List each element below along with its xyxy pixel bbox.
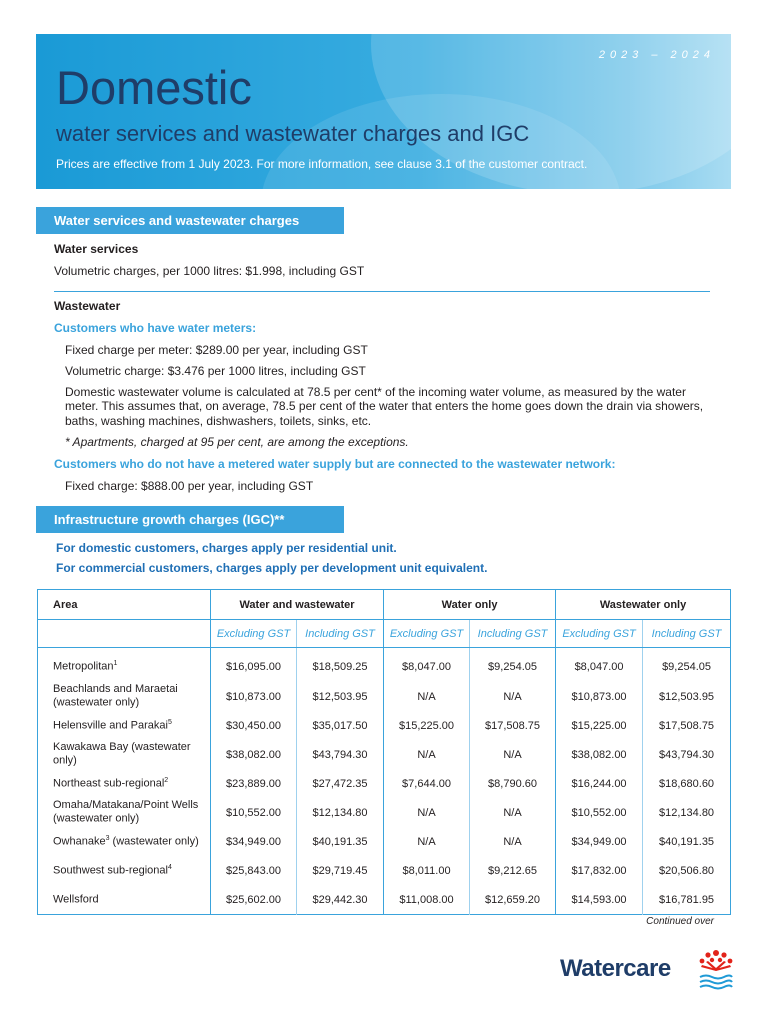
area-name: Kawakawa Bay (wastewater only) (53, 740, 191, 767)
cell-water-only-incl: N/A (470, 827, 556, 856)
cell-water-wastewater-incl: $29,442.30 (297, 885, 384, 915)
metered-customers-heading: Customers who have water meters: (54, 321, 257, 335)
watercare-logo (560, 945, 735, 995)
water-volumetric-charge: Volumetric charges, per 1000 litres: $1.998, including GST (54, 264, 365, 278)
table-row (38, 856, 731, 885)
header-wastewater-only: Wastewater only (556, 590, 731, 620)
cell-water-wastewater-incl: $12,134.80 (297, 798, 384, 827)
subheader-excl-gst: Excluding GST (211, 620, 297, 648)
igc-commercial-note: For commercial customers, charges apply per development unit equivalent. (56, 561, 488, 575)
cell-water-wastewater-excl: $25,602.00 (211, 885, 297, 915)
area-name: Helensville and Parakai$^5$ (53, 718, 172, 732)
header-water-and-wastewater: Water and wastewater (211, 590, 384, 620)
cell-wastewater-only-excl: $14,593.00 (556, 885, 643, 915)
area-name: Omaha/Matakana/Point Wells (wastewater only) (53, 798, 199, 825)
cell-water-only-excl: $11,008.00 (384, 885, 470, 915)
cell-water-wastewater-incl: $18,509.25 (297, 648, 384, 683)
table-row (38, 798, 731, 827)
cell-water-only-incl: $8,790.60 (470, 769, 556, 798)
continued-over-note: Continued over (646, 916, 714, 927)
cell-water-wastewater-incl: $43,794.30 (297, 740, 384, 769)
subheader-incl-gst: Including GST (470, 620, 556, 648)
cell-water-only-excl: $8,011.00 (384, 856, 470, 885)
cell-water-only-incl: $17,508.75 (470, 711, 556, 740)
cell-wastewater-only-excl: $16,244.00 (556, 769, 643, 798)
area-name: Southwest sub-regional$^4$ (53, 863, 172, 877)
cell-water-wastewater-excl: $23,889.00 (211, 769, 297, 798)
water-services-title: Water services (54, 242, 139, 256)
wastewater-title: Wastewater (54, 299, 121, 313)
effective-date-note: Prices are effective from 1 July 2023. For more information, see clause 3.1 of the customer contract. (56, 157, 588, 171)
header-banner (36, 34, 731, 189)
pohutukawa-logo-icon (696, 947, 736, 993)
cell-wastewater-only-excl: $17,832.00 (556, 856, 643, 885)
cell-water-only-excl: N/A (384, 798, 470, 827)
table-row (38, 648, 731, 683)
subheader-excl-gst: Excluding GST (384, 620, 470, 648)
section-heading-igc: Infrastructure growth charges (IGC)** (36, 506, 344, 533)
cell-water-wastewater-excl: $25,843.00 (211, 856, 297, 885)
cell-water-only-incl: N/A (470, 740, 556, 769)
cell-water-wastewater-incl: $12,503.95 (297, 682, 384, 711)
cell-water-only-incl: N/A (470, 682, 556, 711)
table-row (38, 740, 731, 769)
cell-wastewater-only-incl: $20,506.80 (643, 856, 731, 885)
igc-domestic-note: For domestic customers, charges apply per residential unit. (56, 541, 397, 555)
cell-water-only-excl: $8,047.00 (384, 648, 470, 683)
table-row (38, 711, 731, 740)
subheader-incl-gst: Including GST (643, 620, 731, 648)
divider (54, 291, 710, 292)
cell-water-wastewater-excl: $34,949.00 (211, 827, 297, 856)
cell-water-wastewater-incl: $27,472.35 (297, 769, 384, 798)
cell-wastewater-only-excl: $8,047.00 (556, 648, 643, 683)
cell-water-only-incl: $9,254.05 (470, 648, 556, 683)
cell-water-wastewater-excl: $30,450.00 (211, 711, 297, 740)
cell-water-wastewater-excl: $38,082.00 (211, 740, 297, 769)
cell-wastewater-only-incl: $9,254.05 (643, 648, 731, 683)
area-name: Wellsford (53, 893, 99, 906)
apartments-note: * Apartments, charged at 95 per cent, are among the exceptions. (65, 435, 409, 449)
table-row (38, 682, 731, 711)
page-subtitle: water services and wastewater charges and IGC (56, 121, 530, 146)
cell-water-only-incl: $9,212.65 (470, 856, 556, 885)
area-name: Northeast sub-regional$^2$ (53, 776, 169, 790)
cell-wastewater-only-excl: $10,552.00 (556, 798, 643, 827)
cell-water-wastewater-excl: $10,552.00 (211, 798, 297, 827)
cell-wastewater-only-incl: $40,191.35 (643, 827, 731, 856)
igc-table (37, 589, 731, 915)
header-area: Area (38, 590, 211, 620)
logo-wordmark: Watercare (560, 955, 671, 982)
table-header-row (38, 590, 731, 620)
fixed-meter-charge: Fixed charge per meter: $289.00 per year, including GST (65, 343, 368, 357)
cell-water-wastewater-incl: $35,017.50 (297, 711, 384, 740)
wastewater-volumetric-charge: Volumetric charge: $3.476 per 1000 litres, including GST (65, 364, 366, 378)
cell-wastewater-only-incl: $12,503.95 (643, 682, 731, 711)
cell-wastewater-only-incl: $17,508.75 (643, 711, 731, 740)
cell-water-only-excl: $7,644.00 (384, 769, 470, 798)
cell-wastewater-only-excl: $38,082.00 (556, 740, 643, 769)
cell-water-only-excl: $15,225.00 (384, 711, 470, 740)
section-heading-charges: Water services and wastewater charges (36, 207, 344, 234)
cell-wastewater-only-incl: $16,781.95 (643, 885, 731, 915)
table-subheader-row (38, 620, 731, 648)
area-name: Beachlands and Maraetai (wastewater only) (53, 682, 178, 709)
cell-wastewater-only-excl: $15,225.00 (556, 711, 643, 740)
area-name: Metropolitan$^1$ (53, 660, 118, 673)
cell-wastewater-only-incl: $18,680.60 (643, 769, 731, 798)
table-row (38, 885, 731, 915)
page-title: Domestic (56, 61, 252, 114)
table-row (38, 769, 731, 798)
year-range: 2023 – 2024 (598, 49, 715, 61)
unmetered-customers-heading: Customers who do not have a metered water supply but are connected to the wastewater network: (54, 457, 616, 471)
cell-wastewater-only-incl: $43,794.30 (643, 740, 731, 769)
igc-table-body (38, 648, 731, 915)
cell-wastewater-only-incl: $12,134.80 (643, 798, 731, 827)
subheader-empty (38, 620, 211, 648)
cell-wastewater-only-excl: $10,873.00 (556, 682, 643, 711)
unmetered-fixed-charge: Fixed charge: $888.00 per year, including GST (65, 479, 314, 493)
cell-wastewater-only-excl: $34,949.00 (556, 827, 643, 856)
cell-water-only-excl: N/A (384, 682, 470, 711)
cell-water-only-excl: N/A (384, 827, 470, 856)
header-water-only: Water only (384, 590, 556, 620)
table-row (38, 827, 731, 856)
cell-water-wastewater-excl: $10,873.00 (211, 682, 297, 711)
wastewater-volume-note: Domestic wastewater volume is calculated at 78.5 per cent* of the incoming water volume, as measured by the water meter. This assumes that, on average, 78.5 per cent of the water that enters the home goes down the drain via showers, baths, washing machines, dishwashers, toilets, sinks, etc. (65, 385, 704, 428)
area-name: Owhanake$^3$ (wastewater only) (53, 834, 199, 848)
cell-water-wastewater-excl: $16,095.00 (211, 648, 297, 683)
subheader-incl-gst: Including GST (297, 620, 384, 648)
cell-water-only-incl: N/A (470, 798, 556, 827)
subheader-excl-gst: Excluding GST (556, 620, 643, 648)
cell-water-wastewater-incl: $40,191.35 (297, 827, 384, 856)
cell-water-only-excl: N/A (384, 740, 470, 769)
cell-water-wastewater-incl: $29,719.45 (297, 856, 384, 885)
cell-water-only-incl: $12,659.20 (470, 885, 556, 915)
